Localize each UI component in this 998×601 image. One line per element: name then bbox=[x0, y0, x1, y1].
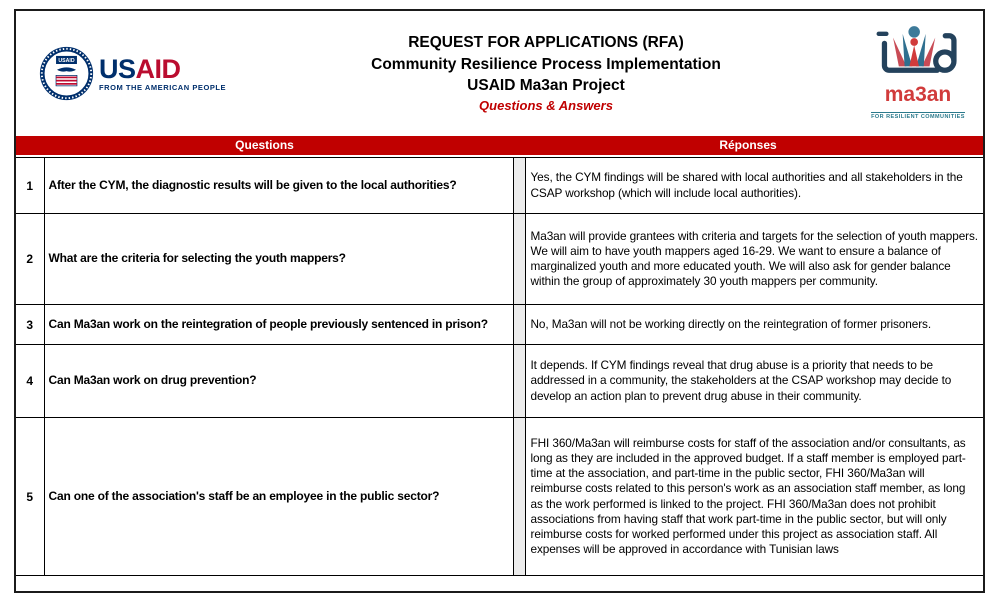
answer-cell: FHI 360/Ma3an will reimburse costs for staff of the association and/or consultants, as long as they are included in the approved budget. If a staff member is employed part-time at the association, and part-time in the public sector, FHI 360/Ma3an will reimburse costs related to this person's work as an association staff member, as long as the work performed is linked to the project. FHI 360/Ma3an does not prohibit associations from having staff that work part-time in the public sector, but will only reimburse costs for worked performed under this project as association staff. All expenses will be approved in accordance with Tunisian laws bbox=[525, 418, 983, 576]
usaid-tagline: FROM THE AMERICAN PEOPLE bbox=[99, 82, 227, 92]
row-number: 4 bbox=[16, 345, 44, 418]
row-number: 5 bbox=[16, 418, 44, 576]
usaid-logo bbox=[38, 45, 233, 102]
title-line-1: REQUEST FOR APPLICATIONS (RFA) bbox=[408, 34, 684, 52]
answer-cell: Yes, the CYM findings will be shared with local authorities and all stakeholders in the CSAP workshop (which will include local authorities). bbox=[525, 158, 983, 214]
column-spacer bbox=[513, 214, 525, 305]
question-cell: Can Ma3an work on drug prevention? bbox=[44, 345, 513, 418]
document-title-block bbox=[233, 32, 859, 115]
title-line-3: USAID Ma3an Project bbox=[467, 77, 625, 95]
document-header bbox=[16, 11, 983, 136]
ma3an-logo-icon bbox=[872, 24, 964, 82]
table-row bbox=[16, 345, 983, 418]
ma3an-logo bbox=[859, 24, 977, 123]
answer-cell: It depends. If CYM findings reveal that drug abuse is a priority that needs to be addressed in a community, the stakeholders at the CSAP workshop may decide to develop an action plan to prevent drug abuse in their community. bbox=[525, 345, 983, 418]
question-cell: Can Ma3an work on the reintegration of people previously sentenced in prison? bbox=[44, 305, 513, 345]
ma3an-wordmark: ma3an bbox=[884, 83, 952, 106]
usaid-wordmark bbox=[99, 53, 227, 92]
questions-column-header: Questions bbox=[235, 138, 294, 152]
column-spacer bbox=[513, 418, 525, 576]
usaid-wordmark-aid: AID bbox=[135, 53, 181, 84]
usaid-seal-label: USAID bbox=[58, 58, 75, 65]
table-row bbox=[16, 214, 983, 305]
responses-column-header: Réponses bbox=[719, 138, 777, 152]
row-number: 3 bbox=[16, 305, 44, 345]
column-spacer bbox=[513, 345, 525, 418]
question-cell: What are the criteria for selecting the youth mappers? bbox=[44, 214, 513, 305]
ma3an-tagline: FOR RESILIENT COMMUNITIES bbox=[871, 114, 965, 120]
usaid-wordmark-us: US bbox=[99, 53, 136, 84]
question-cell: After the CYM, the diagnostic results will be given to the local authorities? bbox=[44, 158, 513, 214]
question-cell: Can one of the association's staff be an employee in the public sector? bbox=[44, 418, 513, 576]
row-number: 2 bbox=[16, 214, 44, 305]
answer-cell: Ma3an will provide grantees with criteria and targets for the selection of youth mappers. We will aim to have youth mappers aged 16-29. We want to ensure a balance of marginalized youth and more educated youth. We will also ask for gender balance within the group of approximately 30 youth mappers per community. bbox=[525, 214, 983, 305]
column-spacer bbox=[513, 305, 525, 345]
row-number: 1 bbox=[16, 158, 44, 214]
table-header-band bbox=[16, 136, 983, 155]
document-page bbox=[14, 9, 985, 593]
column-spacer bbox=[513, 158, 525, 214]
table-row bbox=[16, 158, 983, 214]
document-subtitle: Questions & Answers bbox=[479, 97, 613, 113]
table-row bbox=[16, 418, 983, 576]
qa-table bbox=[16, 157, 983, 576]
answer-cell: No, Ma3an will not be working directly on the reintegration of former prisoners. bbox=[525, 305, 983, 345]
title-line-2: Community Resilience Process Implementation bbox=[371, 55, 721, 73]
table-row bbox=[16, 305, 983, 345]
usaid-seal-icon bbox=[38, 45, 95, 102]
